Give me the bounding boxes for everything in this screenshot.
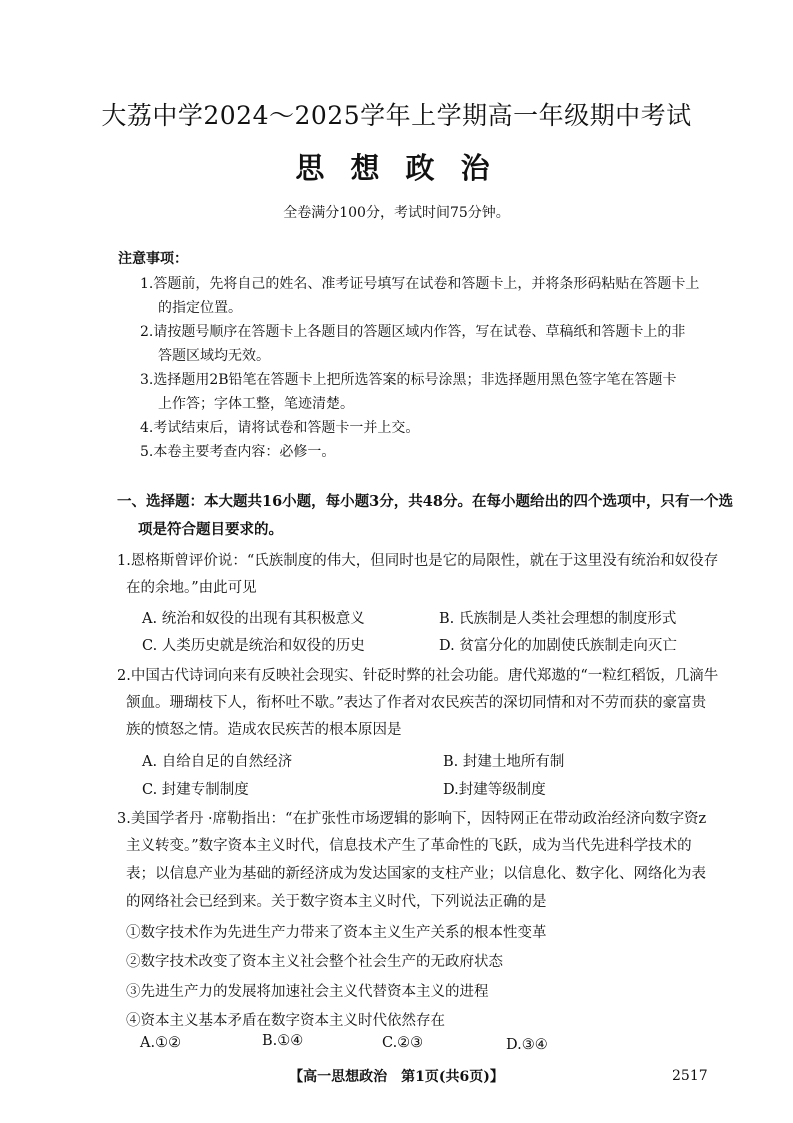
page-code: 2517 [672, 1068, 708, 1084]
q3-option-b: B.①④ [262, 1033, 304, 1049]
question-3-text: 表；以信息产业为基础的新经济成为发达国家的支柱产业；以信息化、数字化、网络化为表 [126, 866, 706, 882]
note-line: 上作答；字体工整，笔迹清楚。 [158, 396, 354, 412]
exam-info: 全卷满分100分，考试时间75分钟。 [283, 205, 510, 221]
question-1-text: 1.恩格斯曾评价说：“氏族制度的伟大，但同时也是它的局限性，就在于这里没有统治和奴役存 [117, 553, 719, 569]
question-3-text: 主义转变。”数字资本主义时代，信息技术产生了革命性的飞跃，成为当代先进科学技术的 [126, 838, 692, 854]
note-line: 的指定位置。 [158, 300, 242, 316]
page-footer: 【高一思想政治 第1页(共6页)】 [289, 1069, 504, 1085]
note-line: 3.选择题用2B铅笔在答题卡上把所选答案的标号涂黑；非选择题用黑色签字笔在答题卡 [140, 372, 677, 388]
q3-option-c: C.②③ [382, 1035, 424, 1051]
q3-option-a: A.①② [140, 1035, 182, 1051]
question-2-text: 族的愤怒之情。造成农民疾苦的根本原因是 [126, 722, 402, 738]
q3-statement: ②数字技术改变了资本主义社会整个社会生产的无政府状态 [126, 954, 503, 970]
question-3-text: 3.美国学者丹 ·席勒指出：“在扩张性市场逻辑的影响下，因特网正在带动政治经济向数字资z [117, 811, 707, 827]
q1-option-d: D. 贫富分化的加剧使氏族制走向灭亡 [439, 638, 677, 654]
q1-option-c: C. 人类历史就是统治和奴役的历史 [142, 638, 365, 654]
note-line: 1.答题前，先将自己的姓名、准考证号填写在试卷和答题卡上，并将条形码粘贴在答题卡上 [140, 276, 700, 292]
notes-title: 注意事项： [118, 251, 188, 267]
q3-statement: ④资本主义基本矛盾在数字资本主义时代依然存在 [126, 1013, 445, 1029]
q3-statement: ③先进生产力的发展将加速社会主义代替资本主义的进程 [126, 984, 489, 1000]
section-heading: 一、选择题：本大题共16小题，每小题3分，共48分。在每小题给出的四个选项中，只有一个选 [117, 493, 733, 510]
q2-option-d: D.封建等级制度 [443, 782, 546, 798]
note-line: 4.考试结束后，请将试卷和答题卡一并上交。 [140, 420, 420, 436]
section-heading-cont: 项是符合题目要求的。 [138, 521, 283, 538]
q2-option-c: C. 封建专制制度 [142, 782, 249, 798]
question-3-text: 的网络社会已经到来。关于数字资本主义时代，下列说法正确的是 [126, 894, 547, 910]
question-2-text: 2.中国古代诗词向来有反映社会现实、针砭时弊的社会功能。唐代郑遨的“一粒红稻饭，几滴牛 [117, 668, 719, 684]
note-line: 2.请按题号顺序在答题卡上各题目的答题区域内作答，写在试卷、草稿纸和答题卡上的非 [140, 324, 686, 340]
q1-option-b: B. 氏族制是人类社会理想的制度形式 [439, 611, 677, 627]
q2-option-a: A. 自给自足的自然经济 [142, 754, 293, 770]
question-2-text: 颔血。珊瑚枝下人，衔杯吐不歇。”表达了作者对农民疾苦的深切同情和对不劳而获的豪富贵 [126, 695, 707, 711]
note-line: 5.本卷主要考查内容：必修一。 [140, 444, 336, 460]
exam-title: 大荔中学2024～2025学年上学期高一年级期中考试 [101, 101, 692, 130]
q3-statement: ①数字技术作为先进生产力带来了资本主义生产关系的根本性变革 [126, 925, 547, 941]
question-1-text: 在的余地。”由此可见 [126, 580, 257, 596]
note-line: 答题区域均无效。 [158, 348, 270, 364]
subject-title: 思 想 政 治 [295, 151, 498, 185]
q1-option-a: A. 统治和奴役的出现有其积极意义 [142, 611, 365, 627]
q3-option-d: D.③④ [506, 1037, 548, 1053]
q2-option-b: B. 封建土地所有制 [443, 754, 565, 770]
